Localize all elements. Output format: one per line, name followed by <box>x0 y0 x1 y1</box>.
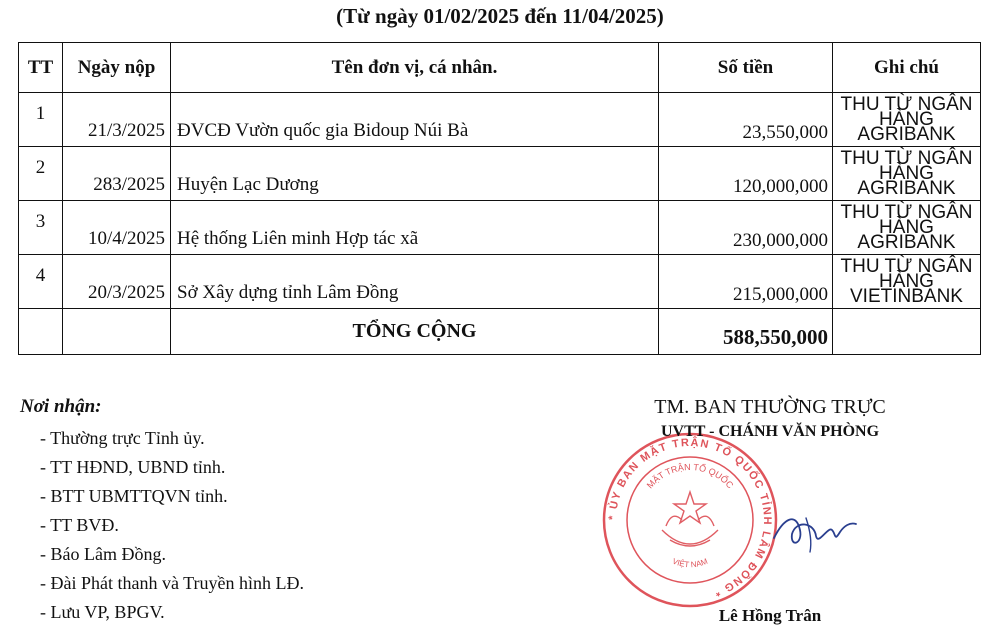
row-amount: 120,000,000 <box>659 147 833 201</box>
row-note <box>833 147 981 201</box>
total-empty-cell <box>833 309 981 355</box>
row-date: 21/3/2025 <box>63 93 171 147</box>
row-date: 283/2025 <box>63 147 171 201</box>
note-line: THU TỪ NGÂN HÀNG <box>840 148 973 184</box>
row-date: 20/3/2025 <box>63 255 171 309</box>
total-label: TỔNG CỘNG <box>171 309 659 355</box>
row-number: 2 <box>19 147 63 201</box>
stamp-emblem-icon <box>662 492 718 546</box>
note-line: THU TỪ NGÂN HÀNG <box>840 256 973 292</box>
signature-role: UVTT - CHÁNH VĂN PHÒNG <box>660 423 880 440</box>
stamp-inner-bottom: VIỆT NAM <box>670 556 709 570</box>
header-amount: Số tiền <box>659 43 833 93</box>
svg-text:VIỆT NAM <box>671 557 709 570</box>
row-number: 1 <box>19 93 63 147</box>
row-amount: 23,550,000 <box>659 93 833 147</box>
note-bank: AGRIBANK <box>857 124 956 145</box>
note-bank: VIETINBANK <box>850 286 963 307</box>
table-row <box>19 201 981 255</box>
handwritten-signature <box>770 500 860 560</box>
list-item: - BTT UBMTTQVN tỉnh. <box>40 486 228 506</box>
list-item: - TT BVĐ. <box>40 515 119 535</box>
note-bank: AGRIBANK <box>857 178 956 199</box>
row-name: ĐVCĐ Vườn quốc gia Bidoup Núi Bà <box>171 93 659 147</box>
list-item: - Lưu VP, BPGV. <box>40 602 165 622</box>
total-amount: 588,550,000 <box>659 309 833 355</box>
recipients-list <box>20 424 580 627</box>
row-amount: 215,000,000 <box>659 255 833 309</box>
row-amount: 230,000,000 <box>659 201 833 255</box>
official-stamp <box>600 430 780 610</box>
row-note <box>833 201 981 255</box>
signatory-name: Lê Hồng Trân <box>718 606 822 625</box>
list-item: - TT HĐND, UBND tỉnh. <box>40 457 226 477</box>
table-row <box>19 255 981 309</box>
contribution-table <box>18 42 981 355</box>
row-name: Huyện Lạc Dương <box>171 147 659 201</box>
table-row <box>19 147 981 201</box>
list-item: - Thường trực Tỉnh ủy. <box>40 428 205 448</box>
total-empty-cell <box>19 309 63 355</box>
stamp-outer-text: * ỦY BAN MẶT TRẬN TỔ QUỐC TỈNH LÂM ĐỒNG * <box>606 436 774 599</box>
table-row <box>19 93 981 147</box>
row-number: 4 <box>19 255 63 309</box>
total-empty-cell <box>63 309 171 355</box>
list-item: - Đài Phát thanh và Truyền hình LĐ. <box>40 573 304 593</box>
row-note <box>833 93 981 147</box>
note-line: THU TỪ NGÂN HÀNG <box>840 202 973 238</box>
report-period-subtitle: (Từ ngày 01/02/2025 đến 11/04/2025) <box>336 4 664 28</box>
row-number: 3 <box>19 201 63 255</box>
recipients-block <box>20 396 580 627</box>
row-name: Hệ thống Liên minh Hợp tác xã <box>171 201 659 255</box>
note-line: THU TỪ NGÂN HÀNG <box>840 94 973 130</box>
header-date: Ngày nộp <box>63 43 171 93</box>
row-date: 10/4/2025 <box>63 201 171 255</box>
signature-org: TM. BAN THƯỜNG TRỰC <box>654 396 886 418</box>
row-name: Sở Xây dựng tỉnh Lâm Đồng <box>171 255 659 309</box>
note-bank: AGRIBANK <box>857 232 956 253</box>
header-name: Tên đơn vị, cá nhân. <box>171 43 659 93</box>
list-item: - Báo Lâm Đồng. <box>40 544 166 564</box>
row-note <box>833 255 981 309</box>
svg-text:* ỦY BAN MẶT TRẬN TỔ QUỐC TỈNH <box>607 436 773 599</box>
header-tt: TT <box>19 43 63 93</box>
total-row <box>19 309 981 355</box>
stamp-inner-top: MẶT TRẬN TỔ QUỐC <box>644 461 736 491</box>
table-header-row <box>19 43 981 93</box>
recipients-title: Nơi nhận: <box>20 396 102 417</box>
header-note: Ghi chú <box>833 43 981 93</box>
